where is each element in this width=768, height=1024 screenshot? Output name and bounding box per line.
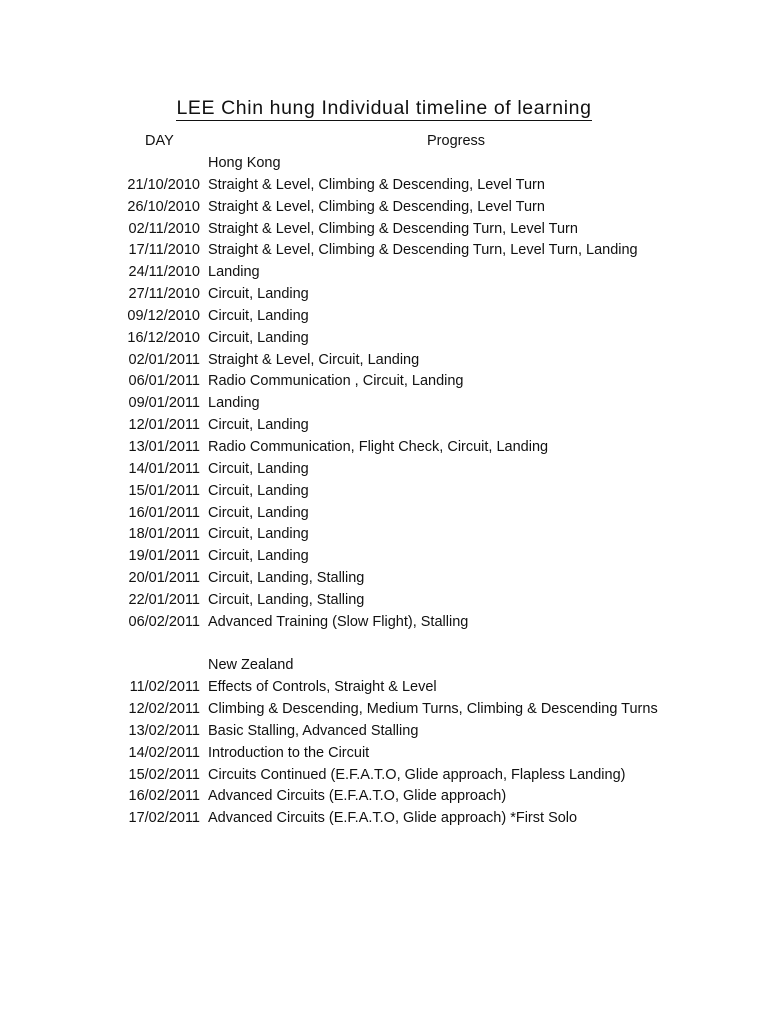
row-date: 06/02/2011 (128, 613, 200, 630)
row-date: 16/01/2011 (128, 504, 200, 521)
row-date: 17/02/2011 (128, 810, 200, 827)
row-progress: Effects of Controls, Straight & Level (208, 679, 437, 696)
row-date: 26/10/2010 (127, 198, 200, 215)
row-date: 12/01/2011 (128, 417, 200, 434)
timeline-row (0, 808, 768, 830)
timeline-row (0, 503, 768, 525)
row-progress: Straight & Level, Climbing & Descending, Level Turn (208, 198, 545, 215)
row-progress: Straight & Level, Circuit, Landing (208, 351, 420, 368)
timeline-row (0, 350, 768, 372)
row-progress: Circuit, Landing (208, 307, 309, 324)
timeline-row (0, 481, 768, 503)
timeline-row (0, 262, 768, 284)
row-progress: Circuit, Landing, Stalling (208, 591, 365, 608)
row-progress: Circuit, Landing (208, 417, 309, 434)
timeline-row (0, 590, 768, 612)
timeline-row (0, 219, 768, 241)
timeline-row (0, 175, 768, 197)
timeline-row (0, 786, 768, 808)
row-date: 16/12/2010 (127, 329, 200, 346)
row-date: 02/01/2011 (128, 351, 200, 368)
timeline-row (0, 240, 768, 262)
row-date: 15/02/2011 (128, 766, 200, 783)
row-progress: Straight & Level, Climbing & Descending, Level Turn (208, 176, 545, 193)
row-progress: Climbing & Descending, Medium Turns, Climbing & Descending Turns (208, 701, 658, 718)
column-header-progress: Progress (427, 133, 486, 149)
row-date: 15/01/2011 (128, 482, 200, 499)
timeline-row (0, 437, 768, 459)
row-progress: Circuit, Landing (208, 504, 309, 521)
row-progress: Circuit, Landing (208, 548, 309, 565)
row-progress: Radio Communication , Circuit, Landing (208, 373, 464, 390)
row-progress: Circuit, Landing (208, 482, 309, 499)
timeline-row (0, 699, 768, 721)
document-title-text: LEE Chin hung Individual timeline of learning (176, 97, 592, 119)
row-date: 02/11/2010 (128, 220, 200, 237)
row-date: 11/02/2011 (129, 679, 200, 696)
timeline-row (0, 459, 768, 481)
document-title (0, 97, 768, 120)
row-date: 09/01/2011 (128, 395, 200, 412)
row-progress: Circuit, Landing (208, 460, 309, 477)
section-heading: New Zealand (208, 657, 294, 674)
row-progress: Landing (208, 395, 260, 412)
row-date: 24/11/2010 (128, 264, 200, 281)
row-progress: Radio Communication, Flight Check, Circuit, Landing (208, 438, 549, 455)
row-progress: Straight & Level, Climbing & Descending Turn, Level Turn, Landing (208, 242, 638, 259)
row-progress: Basic Stalling, Advanced Stalling (208, 722, 419, 739)
timeline-row (0, 612, 768, 634)
timeline-list (0, 153, 768, 830)
timeline-row (0, 568, 768, 590)
timeline-row (0, 546, 768, 568)
row-progress: Advanced Training (Slow Flight), Stalling (208, 613, 469, 630)
row-date: 17/11/2010 (128, 242, 200, 259)
timeline-row (0, 743, 768, 765)
timeline-row (0, 284, 768, 306)
row-progress: Introduction to the Circuit (208, 744, 370, 761)
row-date: 14/01/2011 (128, 460, 200, 477)
row-date: 16/02/2011 (128, 788, 200, 805)
blank-row (0, 634, 768, 656)
row-date: 13/01/2011 (128, 438, 200, 455)
row-date: 20/01/2011 (128, 570, 200, 587)
timeline-row (0, 393, 768, 415)
row-date: 18/01/2011 (128, 526, 200, 543)
row-progress: Circuit, Landing, Stalling (208, 570, 365, 587)
row-date: 13/02/2011 (128, 722, 200, 739)
row-date: 06/01/2011 (128, 373, 200, 390)
timeline-row (0, 328, 768, 350)
timeline-row (0, 524, 768, 546)
timeline-row (0, 765, 768, 787)
column-header-day: DAY (145, 133, 174, 149)
section-heading-row (0, 153, 768, 175)
row-date: 14/02/2011 (128, 744, 200, 761)
row-progress: Circuit, Landing (208, 526, 309, 543)
row-progress: Straight & Level, Climbing & Descending Turn, Level Turn (208, 220, 578, 237)
section-heading-row (0, 655, 768, 677)
timeline-row (0, 197, 768, 219)
row-date: 09/12/2010 (127, 307, 200, 324)
section-heading: Hong Kong (208, 155, 281, 171)
timeline-row (0, 677, 768, 699)
row-progress: Circuit, Landing (208, 286, 309, 303)
row-progress: Advanced Circuits (E.F.A.T.O, Glide approach) (208, 788, 507, 805)
row-progress: Landing (208, 264, 260, 281)
row-date: 12/02/2011 (128, 701, 200, 718)
row-date: 21/10/2010 (127, 176, 200, 193)
row-progress: Advanced Circuits (E.F.A.T.O, Glide approach) *First Solo (208, 810, 578, 827)
timeline-row (0, 415, 768, 437)
row-date: 19/01/2011 (128, 548, 200, 565)
row-progress: Circuits Continued (E.F.A.T.O, Glide approach, Flapless Landing) (208, 766, 626, 783)
timeline-row (0, 721, 768, 743)
timeline-row (0, 371, 768, 393)
row-date: 27/11/2010 (128, 286, 200, 303)
timeline-row (0, 306, 768, 328)
row-date: 22/01/2011 (128, 591, 200, 608)
row-progress: Circuit, Landing (208, 329, 309, 346)
